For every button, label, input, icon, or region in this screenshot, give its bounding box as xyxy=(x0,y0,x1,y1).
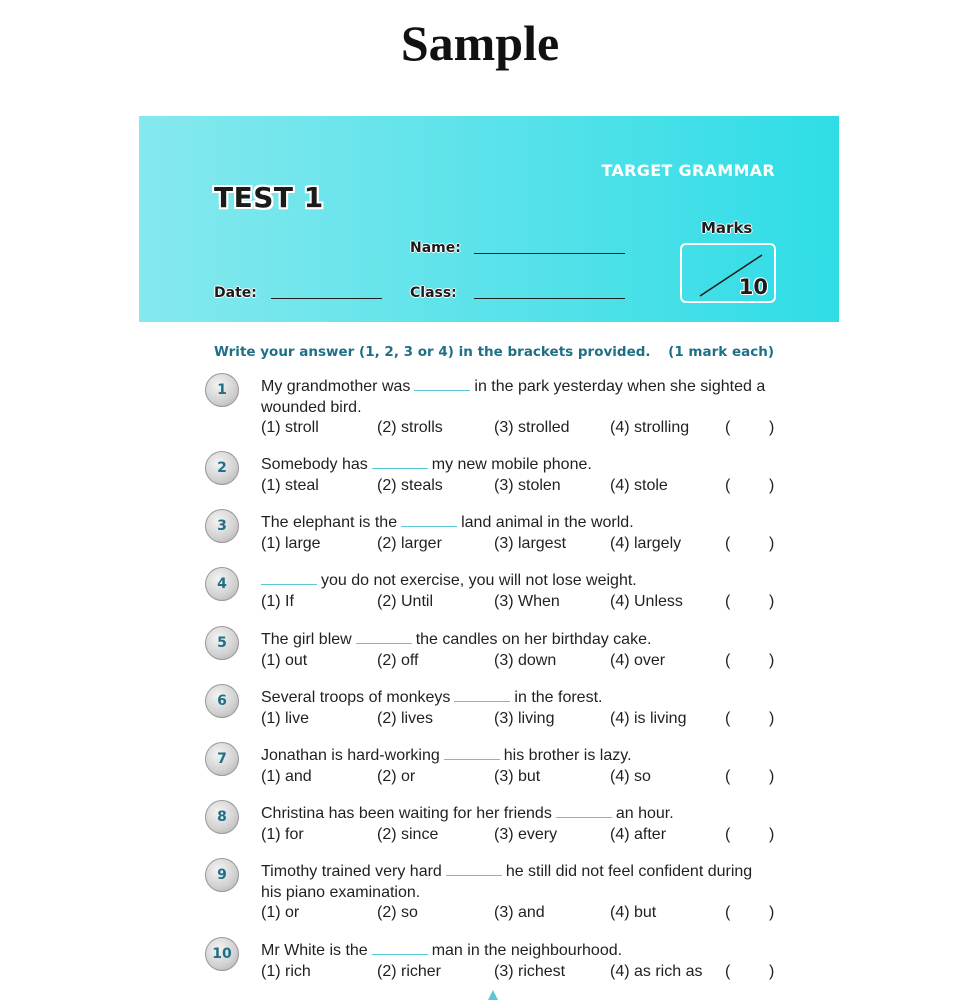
instructions-text: Write your answer (1, 2, 3 or 4) in the brackets provided. xyxy=(214,344,651,360)
question-body xyxy=(261,377,776,439)
option-1: (1) live xyxy=(261,709,310,727)
question-stem xyxy=(261,377,776,418)
question-number: 10 xyxy=(205,937,239,971)
marks-label: Marks xyxy=(701,219,753,237)
class-field[interactable] xyxy=(474,298,625,299)
date-field[interactable] xyxy=(271,298,382,299)
answer-blank xyxy=(356,642,412,644)
question-body xyxy=(261,804,776,845)
marks-total: 10 xyxy=(738,275,768,299)
question-body xyxy=(261,688,776,729)
answer-bracket-open[interactable]: ( xyxy=(725,709,731,727)
class-label: Class: xyxy=(410,285,457,301)
stem-after: man in the neighbourhood. xyxy=(431,942,623,959)
marks-note: (1 mark each) xyxy=(668,344,774,360)
answer-blank xyxy=(556,816,612,818)
answer-bracket-open[interactable]: ( xyxy=(725,592,731,610)
option-3: (3) strolled xyxy=(494,419,570,436)
answer-blank xyxy=(261,583,317,585)
options-row xyxy=(261,767,776,788)
option-3: (3) and xyxy=(494,904,545,921)
question-body xyxy=(261,941,776,982)
stem-before: My grandmother was xyxy=(261,378,411,395)
option-2: (2) since xyxy=(377,825,439,843)
option-2: (2) strolls xyxy=(377,419,443,436)
options-row xyxy=(261,825,776,846)
stem-after: my new mobile phone. xyxy=(431,456,592,473)
answer-blank xyxy=(454,700,510,702)
question-number: 6 xyxy=(205,684,239,718)
date-label: Date: xyxy=(214,285,257,301)
answer-blank xyxy=(446,874,502,876)
name-field[interactable] xyxy=(474,253,625,254)
question-stem xyxy=(261,862,776,903)
options-row xyxy=(261,962,776,983)
option-4: (4) over xyxy=(610,651,666,669)
answer-bracket-close[interactable]: ) xyxy=(769,904,775,921)
question-number: 8 xyxy=(205,800,239,834)
option-2: (2) Until xyxy=(377,592,434,610)
option-3: (3) living xyxy=(494,709,555,727)
answer-bracket-open[interactable]: ( xyxy=(725,419,731,436)
stem-before: Christina has been waiting for her friends xyxy=(261,805,552,822)
options-row xyxy=(261,418,776,439)
answer-bracket-open[interactable]: ( xyxy=(725,962,731,980)
question-body xyxy=(261,746,776,787)
stem-before: Jonathan is hard-working xyxy=(261,747,440,764)
question-body xyxy=(261,630,776,671)
answer-bracket-open[interactable]: ( xyxy=(725,767,731,785)
question-stem xyxy=(261,571,776,592)
question-body xyxy=(261,455,776,496)
options-row xyxy=(261,592,776,613)
option-4: (4) so xyxy=(610,767,651,785)
stem-after: his brother is lazy. xyxy=(503,747,632,764)
answer-bracket-close[interactable]: ) xyxy=(769,825,775,843)
option-4: (4) but xyxy=(610,904,657,921)
question-stem xyxy=(261,688,776,709)
option-2: (2) lives xyxy=(377,709,434,727)
stem-after: the candles on her birthday cake. xyxy=(415,631,652,648)
answer-blank xyxy=(372,953,428,955)
stem-before: Somebody has xyxy=(261,456,368,473)
option-4: (4) Unless xyxy=(610,592,683,610)
answer-bracket-close[interactable]: ) xyxy=(769,767,775,785)
option-2: (2) off xyxy=(377,651,419,669)
option-3: (3) richest xyxy=(494,962,566,980)
options-row xyxy=(261,476,776,497)
answer-bracket-open[interactable]: ( xyxy=(725,534,731,552)
option-1: (1) stroll xyxy=(261,419,319,436)
answer-bracket-close[interactable]: ) xyxy=(769,592,775,610)
stem-after: an hour. xyxy=(615,805,674,822)
option-1: (1) out xyxy=(261,651,308,669)
page-title: Sample xyxy=(400,15,560,71)
question-number: 2 xyxy=(205,451,239,485)
question-stem xyxy=(261,941,776,962)
option-2: (2) so xyxy=(377,904,418,921)
question-body xyxy=(261,513,776,554)
stem-before: Several troops of monkeys xyxy=(261,689,451,706)
question-body xyxy=(261,571,776,612)
answer-bracket-open[interactable]: ( xyxy=(725,904,731,921)
option-4: (4) after xyxy=(610,825,667,843)
answer-blank xyxy=(414,389,470,391)
question-number: 4 xyxy=(205,567,239,601)
stem-before: Timothy trained very hard xyxy=(261,863,442,880)
option-4: (4) largely xyxy=(610,534,682,552)
answer-bracket-close[interactable]: ) xyxy=(769,419,775,436)
option-1: (1) large xyxy=(261,534,321,552)
option-1: (1) steal xyxy=(261,476,319,494)
question-number: 3 xyxy=(205,509,239,543)
option-3: (3) largest xyxy=(494,534,567,552)
question-stem xyxy=(261,804,776,825)
stem-after: you do not exercise, you will not lose weight. xyxy=(321,572,637,589)
option-1: (1) rich xyxy=(261,962,311,980)
answer-bracket-open[interactable]: ( xyxy=(725,825,731,843)
answer-bracket-close[interactable]: ) xyxy=(769,534,775,552)
option-1: (1) and xyxy=(261,767,312,785)
option-3: (3) stolen xyxy=(494,476,561,494)
question-body xyxy=(261,862,776,924)
option-4: (4) as rich as xyxy=(610,962,703,980)
answer-bracket-close[interactable]: ) xyxy=(769,709,775,727)
stem-after: in the forest. xyxy=(514,689,603,706)
answer-blank xyxy=(372,467,428,469)
question-number: 9 xyxy=(205,858,239,892)
question-stem xyxy=(261,455,776,476)
option-3: (3) down xyxy=(494,651,557,669)
option-4: (4) is living xyxy=(610,709,687,727)
answer-bracket-close[interactable]: ) xyxy=(769,651,775,669)
question-number: 1 xyxy=(205,373,239,407)
option-3: (3) every xyxy=(494,825,558,843)
options-row xyxy=(261,709,776,730)
arrow-up-icon xyxy=(488,990,498,1000)
option-4: (4) strolling xyxy=(610,419,690,436)
options-row xyxy=(261,651,776,672)
answer-blank xyxy=(444,758,500,760)
stem-before: The girl blew xyxy=(261,631,352,648)
option-3: (3) but xyxy=(494,767,541,785)
option-1: (1) or xyxy=(261,904,300,921)
question-stem xyxy=(261,630,776,651)
instructions xyxy=(214,344,774,360)
test-header-banner xyxy=(139,116,839,322)
question-number: 7 xyxy=(205,742,239,776)
answer-bracket-close[interactable]: ) xyxy=(769,962,775,980)
option-2: (2) richer xyxy=(377,962,442,980)
stem-after: he still did not feel confident during his piano examination. xyxy=(261,863,753,901)
stem-after: in the park yesterday when she sighted a wounded bird. xyxy=(261,378,766,416)
question-number: 5 xyxy=(205,626,239,660)
options-row xyxy=(261,903,776,924)
option-3: (3) When xyxy=(494,592,560,610)
option-2: (2) steals xyxy=(377,476,443,494)
stem-after: land animal in the world. xyxy=(461,514,634,531)
question-stem xyxy=(261,746,776,767)
name-label: Name: xyxy=(410,240,461,256)
option-1: (1) for xyxy=(261,825,304,843)
options-row xyxy=(261,534,776,555)
answer-blank xyxy=(401,525,457,527)
answer-bracket-open[interactable]: ( xyxy=(725,476,731,494)
question-stem xyxy=(261,513,776,534)
answer-bracket-open[interactable]: ( xyxy=(725,651,731,669)
option-2: (2) or xyxy=(377,767,416,785)
stem-before: Mr White is the xyxy=(261,942,368,959)
option-4: (4) stole xyxy=(610,476,668,494)
marks-box[interactable] xyxy=(680,243,776,303)
option-1: (1) If xyxy=(261,592,294,610)
option-2: (2) larger xyxy=(377,534,442,552)
stem-before: The elephant is the xyxy=(261,514,398,531)
section-label: TARGET GRAMMAR xyxy=(601,161,775,180)
answer-bracket-close[interactable]: ) xyxy=(769,476,775,494)
test-title: TEST 1 xyxy=(214,181,324,214)
